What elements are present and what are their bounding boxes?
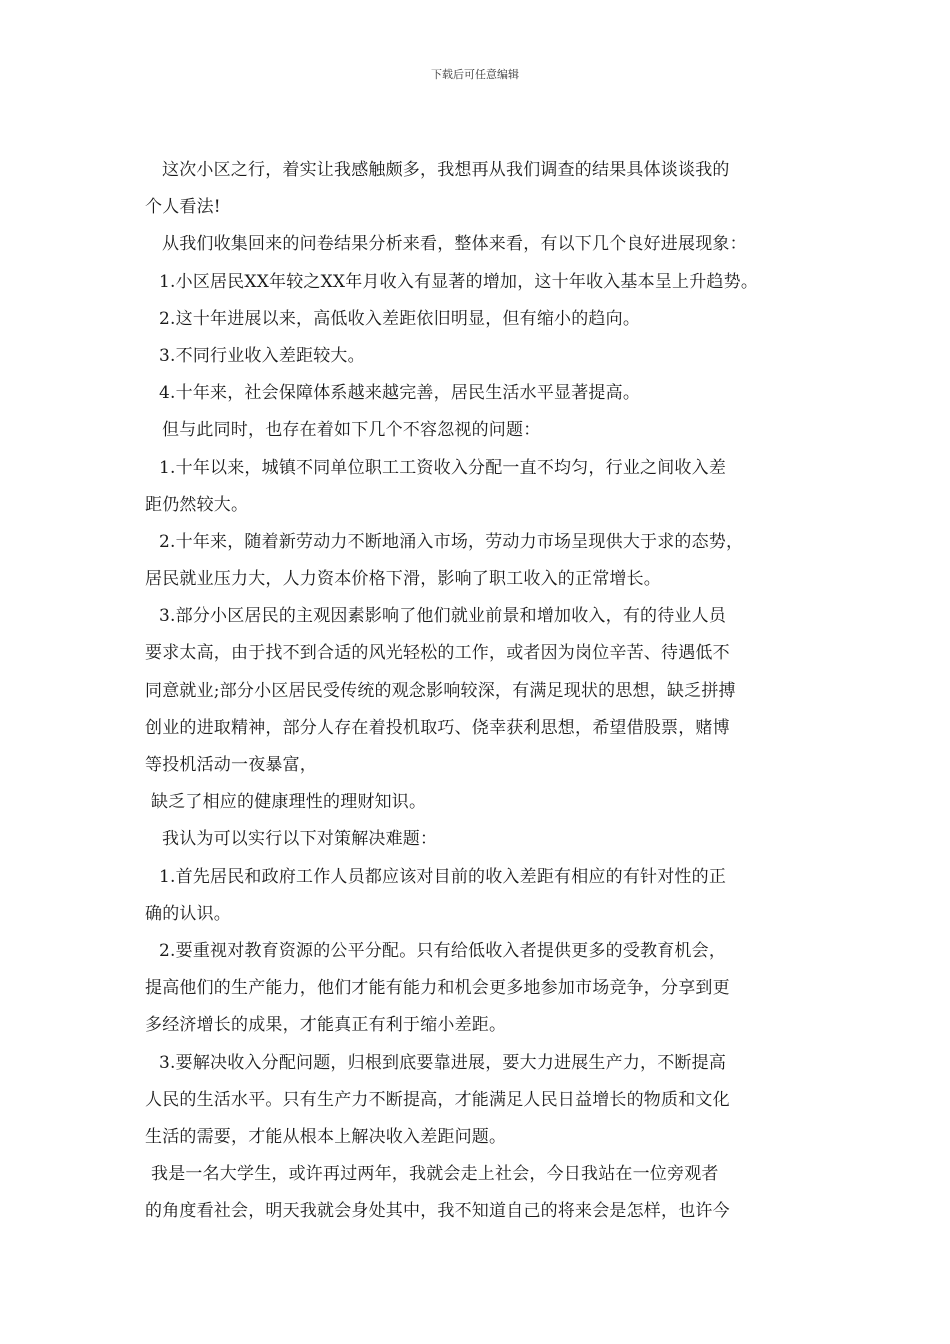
- list-item-line: 1.小区居民XX年较之XX年月收入有显著的增加，这十年收入基本呈上升趋势。: [159, 271, 759, 292]
- paragraph-line: 但与此同时，也存在着如下几个不容忽视的问题：: [162, 420, 541, 441]
- paragraph-line: 我认为可以实行以下对策解决难题：: [162, 829, 438, 850]
- paragraph-line: 这次小区之行，着实让我感触颇多，我想再从我们调查的结果具体谈谈我的: [162, 160, 730, 180]
- paragraph-line: 从我们收集回来的问卷结果分析来看，整体来看，有以下几个良好进展现象：: [162, 234, 747, 255]
- paragraph-line: 生活的需要，才能从根本上解决收入差距问题。: [145, 1126, 507, 1147]
- paragraph-line: 等投机活动一夜暴富，: [145, 755, 317, 775]
- paragraph-line: 人民的生活水平。只有生产力不断提高，才能满足人民日益增长的物质和文化: [145, 1089, 730, 1110]
- list-item-line: 3.部分小区居民的主观因素影响了他们就业前景和增加收入，有的待业人员: [159, 606, 727, 627]
- list-item-line: 1.十年以来，城镇不同单位职工工资收入分配一直不均匀，行业之间收入差: [159, 457, 727, 478]
- paragraph-line: 多经济增长的成果，才能真正有利于缩小差距。: [145, 1015, 507, 1036]
- list-item-line: 2.要重视对教育资源的公平分配。只有给低收入者提供更多的受教育机会，: [159, 940, 727, 961]
- paragraph-line: 距仍然较大。: [145, 494, 249, 515]
- paragraph-line: 缺乏了相应的健康理性的理财知识。: [151, 792, 427, 813]
- paragraph-line: 要求太高，由于找不到合适的风光轻松的工作，或者因为岗位辛苦、待遇低不: [145, 643, 730, 664]
- paragraph-line: 创业的进取精神，部分人存在着投机取巧、侥幸获利思想，希望借股票，赌博: [145, 717, 730, 738]
- list-item-line: 1.首先居民和政府工作人员都应该对目前的收入差距有相应的有针对性的正: [159, 866, 727, 887]
- paragraph-line: 居民就业压力大，人力资本价格下滑，影响了职工收入的正常增长。: [145, 569, 661, 590]
- paragraph-line: 确的认识。: [145, 903, 231, 924]
- list-item-line: 2.十年来，随着新劳动力不断地涌入市场，劳动力市场呈现供大于求的态势，: [159, 531, 744, 552]
- document-body: [145, 152, 825, 1230]
- list-item-line: 3.不同行业收入差距较大。: [159, 345, 365, 366]
- paragraph-line: 个人看法!: [145, 197, 221, 218]
- paragraph-line: 的角度看社会，明天我就会身处其中，我不知道自己的将来会是怎样，也许今: [145, 1201, 730, 1222]
- list-item-line: 4.十年来，社会保障体系越来越完善，居民生活水平显著提高。: [159, 383, 641, 404]
- page-header: 下载后可任意编辑: [431, 68, 519, 81]
- paragraph-line: 我是一名大学生，或许再过两年，我就会走上社会，今日我站在一位旁观者: [151, 1164, 719, 1185]
- paragraph-line: 同意就业;部分小区居民受传统的观念影响较深，有满足现状的思想，缺乏拼搏: [145, 680, 736, 701]
- list-item-line: 2.这十年进展以来，高低收入差距依旧明显，但有缩小的趋向。: [159, 308, 641, 329]
- list-item-line: 3.要解决收入分配问题，归根到底要靠进展，要大力进展生产力，不断提高: [159, 1052, 727, 1073]
- paragraph-line: 提高他们的生产能力，他们才能有能力和机会更多地参加市场竞争，分享到更: [145, 978, 730, 999]
